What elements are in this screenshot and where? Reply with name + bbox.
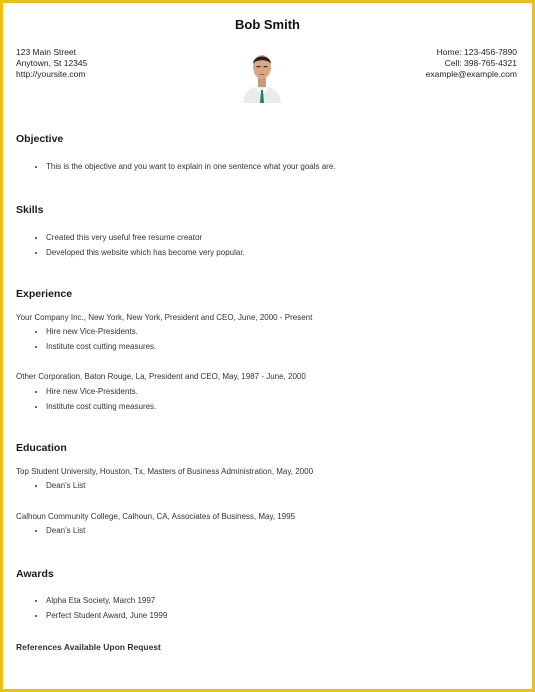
- awards-list: [33, 594, 167, 623]
- street-address: 123 Main Street: [16, 47, 77, 57]
- list-item: • Created this very useful free resume creator: [46, 231, 245, 246]
- experience-1-list: [33, 325, 156, 354]
- list-item: • Developed this website which has become very popular.: [46, 246, 245, 261]
- experience-entry-2: Other Corporation, Baton Rouge, La, President and CEO, May, 1987 - June, 2000: [16, 372, 306, 381]
- experience-entry-1: Your Company Inc., New York, New York, President and CEO, June, 2000 - Present: [16, 313, 313, 322]
- references-note: References Available Upon Request: [16, 642, 161, 652]
- experience-heading: Experience: [16, 288, 73, 300]
- list-item: • Dean's List: [46, 524, 85, 539]
- education-2-list: [33, 524, 85, 539]
- education-1-list: [33, 479, 85, 494]
- education-entry-1: Top Student University, Houston, Tx, Masters of Business Administration, May, 2000: [16, 467, 314, 476]
- profile-photo: [239, 45, 285, 103]
- education-entry-2: Calhoun Community College, Calhoun, CA, Associates of Business, May, 1995: [16, 512, 296, 521]
- city-state-zip: Anytown, St 12345: [16, 58, 88, 68]
- contact-block: [426, 47, 517, 80]
- list-item: • Institute cost cutting measures.: [46, 340, 156, 355]
- list-item: • Hire new Vice-Presidents.: [46, 385, 156, 400]
- address-block: [16, 47, 87, 80]
- list-item: • Dean's List: [46, 479, 85, 494]
- list-item: • Alpha Eta Society, March 1997: [46, 594, 167, 609]
- objective-list: [33, 160, 336, 175]
- education-heading: Education: [16, 442, 67, 454]
- awards-heading: Awards: [16, 568, 54, 580]
- experience-2-list: [33, 385, 156, 414]
- home-phone: Home: 123-456-7890: [436, 47, 517, 57]
- list-item: • Hire new Vice-Presidents.: [46, 325, 156, 340]
- list-item: • This is the objective and you want to explain in one sentence what your goals are.: [46, 160, 336, 175]
- list-item: • Institute cost cutting measures.: [46, 400, 156, 415]
- email-link[interactable]: example@example.com: [425, 69, 517, 79]
- skills-heading: Skills: [16, 204, 44, 216]
- website-link[interactable]: http://yoursite.com: [16, 69, 86, 79]
- list-item: • Perfect Student Award, June 1999: [46, 609, 167, 624]
- objective-heading: Objective: [16, 133, 64, 145]
- resume-name: Bob Smith: [235, 17, 300, 32]
- skills-list: [33, 231, 245, 260]
- cell-phone: Cell: 398-765-4321: [444, 58, 517, 68]
